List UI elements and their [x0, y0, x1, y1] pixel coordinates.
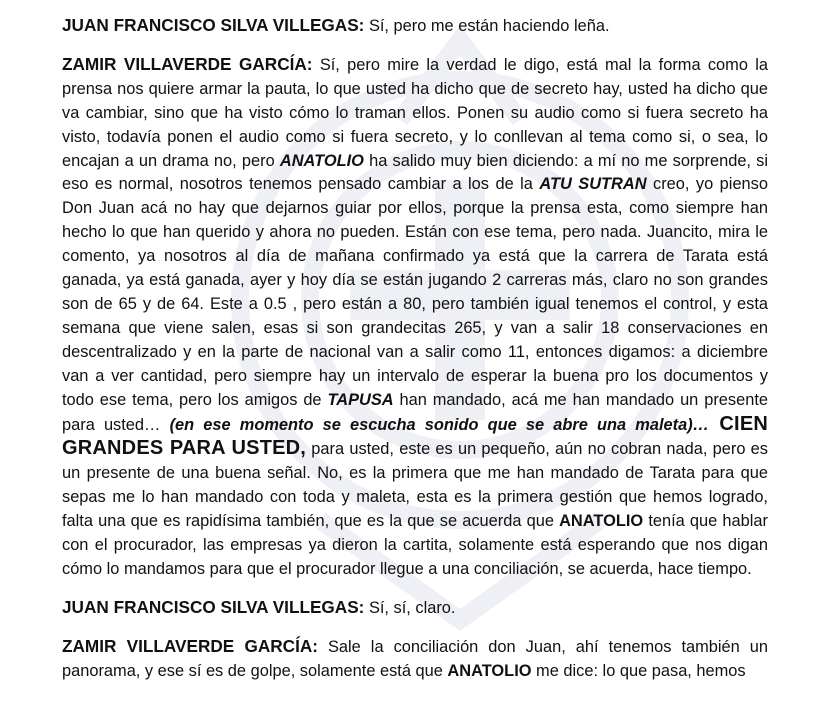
- paragraph-4: [62, 635, 768, 684]
- name-highlight: TAPUSA: [327, 390, 394, 409]
- speaker-name: ZAMIR VILLAVERDE GARCÍA:: [62, 53, 313, 74]
- name-highlight: ANATOLIO: [279, 151, 364, 170]
- document-page: [62, 14, 768, 698]
- paragraph-1: [62, 14, 768, 39]
- emphasized-phrase: CIEN GRANDES PARA USTED,: [62, 412, 768, 460]
- dialogue-text: Sale la conciliación don Juan, ahí tenemos también un panorama, y ese sí es de golpe, solamente está que: [62, 637, 768, 680]
- dialogue-text: Sí, pero me están haciendo leña.: [364, 17, 610, 35]
- name-highlight: ANATOLIO: [447, 661, 532, 680]
- stage-note: (en ese momento se escucha sonido que se abre una maleta)…: [169, 415, 710, 434]
- speaker-name: JUAN FRANCISCO SILVA VILLEGAS:: [62, 596, 365, 617]
- paragraph-3: [62, 596, 768, 621]
- paragraph-2: [62, 53, 768, 582]
- dialogue-text: tenía que hablar con el procurador, las empresas ya dieron la cartita, solamente está esperando que nos digan cómo lo mandamos para que el procurador llegue a una conciliación, se acuerda, hace tiempo.: [62, 512, 768, 578]
- dialogue-text: creo, yo pienso Don Juan acá no hay que dejarnos guiar por ellos, porque la prensa esta, como siempre han hecho lo que han querido y ahora no pueden. Están con ese tema, pero nada. Juancito, mira le comento, ya nosotros al día de mañana confirmado ya está que la carrera de Tarata está ganada, ya está ganada, ayer y hoy día se están jugando 2 carreras más, claro no son grandes son de 65 y de 64. Este a 0.5 , pero están a 80, pero también igual tenemos el control, y esta semana que viene salen, esas si son grandecitas 265, y van a salir 18 conservaciones en descentralizado y en la parte de nacional van a salir como 11, entonces digamos: a diciembre van a ver cantidad, pero siempre hay un intervalo de esperar la buena pro los documentos y todo ese tema, pero los amigos de: [62, 175, 768, 409]
- dialogue-text: ha salido muy bien diciendo: a mí no me sorprende, si eso es normal, nosotros tenemos pensado cambiar a los de la: [62, 151, 768, 194]
- name-highlight: ANATOLIO: [559, 512, 644, 531]
- dialogue-text: Sí, pero mire la verdad le digo, está mal la forma como la prensa nos quiere armar la pauta, lo que usted ha dicho que de secreto hay, usted ha dicho que va cambiar, sino que ha visto cómo lo traman ellos. Ponen su audio como si fuera secreto ha visto, todavía ponen el audio como si fuera secreto, y lo conllevan al tema como si, o sea, lo encajan a un drama no, pero: [62, 55, 768, 170]
- speaker-name: ZAMIR VILLAVERDE GARCÍA:: [62, 635, 318, 656]
- speaker-name: JUAN FRANCISCO SILVA VILLEGAS:: [62, 15, 365, 35]
- dialogue-text: han mandado, acá me han mandado un presente para usted…: [62, 390, 768, 434]
- dialogue-text: Sí, sí, claro.: [364, 598, 456, 617]
- dialogue-text: para usted, este es un pequeño, aún no cobran nada, pero es un presente de una buena señal. No, es la primera que me han mandado de Tarata para que sepas me lo han mandado con toda y maleta, esta es la primera gestión que hemos logrado, falta una que es rapidísima también, que es la que se acuerda que: [62, 440, 768, 531]
- dialogue-text: me dice: lo que pasa, hemos: [531, 661, 746, 680]
- name-highlight: ATU SUTRAN: [539, 175, 647, 194]
